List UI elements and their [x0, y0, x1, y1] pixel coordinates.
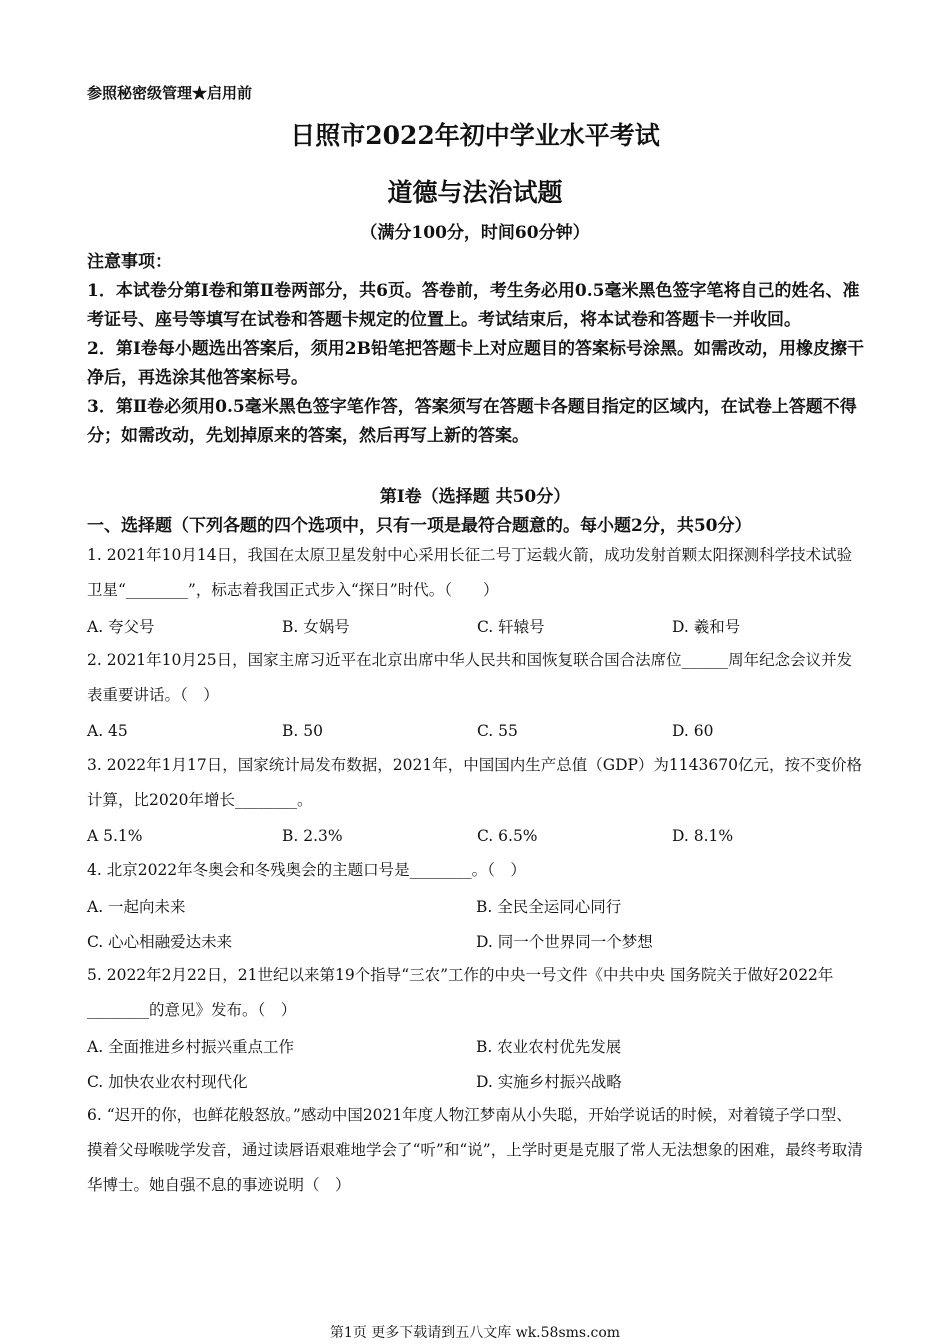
subject-title: 道德与法治试题 — [387, 178, 563, 207]
notes-block — [87, 248, 867, 451]
option-row — [87, 888, 867, 923]
part-heading: 一、选择题（下列各题的四个选项中，只有一项是最符合题意的。每小题2分，共50分） — [87, 516, 752, 536]
question-stem: 2. 2021年10月25日，国家主席习近平在北京出席中华人民共和国恢复联合国合法席位______周年纪念会议并发表重要讲话。（ ） — [87, 651, 853, 704]
option-b: B. 农业农村优先发展 — [476, 1037, 622, 1056]
option-c: C. 6.5% — [477, 826, 538, 845]
question-item — [87, 643, 867, 748]
question-item — [87, 748, 867, 853]
option-d: D. 羲和号 — [672, 617, 741, 636]
option-c: C. 加快农业农村现代化 — [87, 1072, 248, 1091]
exam-title: 日照市2022年初中学业水平考试 — [290, 121, 660, 150]
option-row — [87, 1063, 867, 1098]
option-d: D. 60 — [672, 721, 714, 740]
question-stem: 6. “迟开的你，也鲜花般怒放。”感动中国2021年度人物江梦南从小失聪，开始学说话的时候，对着镜子学口型、摸着父母喉咙学发音，通过读唇语艰难地学会了“听”和“说”，上学时更是克服了常人无法想象的困难，最终考取清华博士。她自强不息的事迹说明（ ） — [87, 1106, 863, 1194]
option-row — [87, 713, 867, 748]
option-b: B. 全民全运同心同行 — [476, 897, 622, 916]
secret-label: 参照秘密级管理★启用前 — [87, 84, 253, 102]
question-item — [87, 853, 867, 958]
option-row — [87, 923, 867, 958]
question-item — [87, 1098, 867, 1203]
note-item: 3．第Ⅱ卷必须用0.5毫米黑色签字笔作答，答案须写在答题卡各题目指定的区域内，在试卷上答题不得分；如需改动，先划掉原来的答案，然后再写上新的答案。 — [87, 397, 857, 446]
question-item — [87, 538, 867, 643]
option-row — [87, 818, 867, 853]
option-row — [87, 608, 867, 643]
question-stem: 3. 2022年1月17日，国家统计局发布数据，2021年，中国国内生产总值（GDP）为1143670亿元，按不变价格计算，比2020年增长________。 — [87, 756, 862, 809]
option-d: D. 8.1% — [672, 826, 734, 845]
exam-meta: （满分100分，时间60分钟） — [360, 223, 590, 243]
notes-heading: 注意事项： — [87, 252, 172, 272]
option-a: A. 45 — [87, 721, 128, 740]
page-footer: 第1页 更多下载请到五八文库 wk.58sms.com — [329, 1325, 621, 1341]
option-a: A. 全面推进乡村振兴重点工作 — [87, 1037, 295, 1056]
option-c: C. 轩辕号 — [477, 617, 545, 636]
option-a: A. 夸父号 — [87, 617, 155, 636]
option-row — [87, 1028, 867, 1063]
option-a: A. 一起向未来 — [87, 897, 186, 916]
option-d: D. 实施乡村振兴战略 — [476, 1072, 622, 1091]
option-c: C. 心心相融爱达未来 — [87, 932, 233, 951]
note-item: 2．第Ⅰ卷每小题选出答案后，须用2B铅笔把答题卡上对应题目的答案标号涂黑。如需改动，用橡皮擦干净后，再选涂其他答案标号。 — [87, 339, 864, 388]
section-heading: 第Ⅰ卷（选择题 共50分） — [379, 487, 571, 507]
option-b: B. 女娲号 — [282, 617, 350, 636]
question-stem: 4. 北京2022年冬奥会和冬残奥会的主题口号是________。（ ） — [87, 861, 526, 879]
question-list — [87, 538, 867, 1203]
question-item — [87, 958, 867, 1098]
question-stem: 1. 2021年10月14日，我国在太原卫星发射中心采用长征二号丁运载火箭，成功发射首颗太阳探测科学技术试验卫星“________”，标志着我国正式步入“探日”时代。（ ） — [87, 546, 853, 599]
option-a: A 5.1% — [87, 826, 143, 845]
note-item: 1．本试卷分第Ⅰ卷和第Ⅱ卷两部分，共6页。答卷前，考生务必用0.5毫米黑色签字笔将自己的姓名、准考证号、座号等填写在试卷和答题卡规定的位置上。考试结束后，将本试卷和答题卡一并收回。 — [87, 281, 860, 330]
option-b: B. 2.3% — [282, 826, 343, 845]
question-stem: 5. 2022年2月22日，21世纪以来第19个指导“三农”工作的中央一号文件《中共中央 国务院关于做好2022年________的意见》发布。（ ） — [87, 966, 834, 1019]
option-c: C. 55 — [477, 721, 518, 740]
option-d: D. 同一个世界同一个梦想 — [476, 932, 653, 951]
option-b: B. 50 — [282, 721, 323, 740]
